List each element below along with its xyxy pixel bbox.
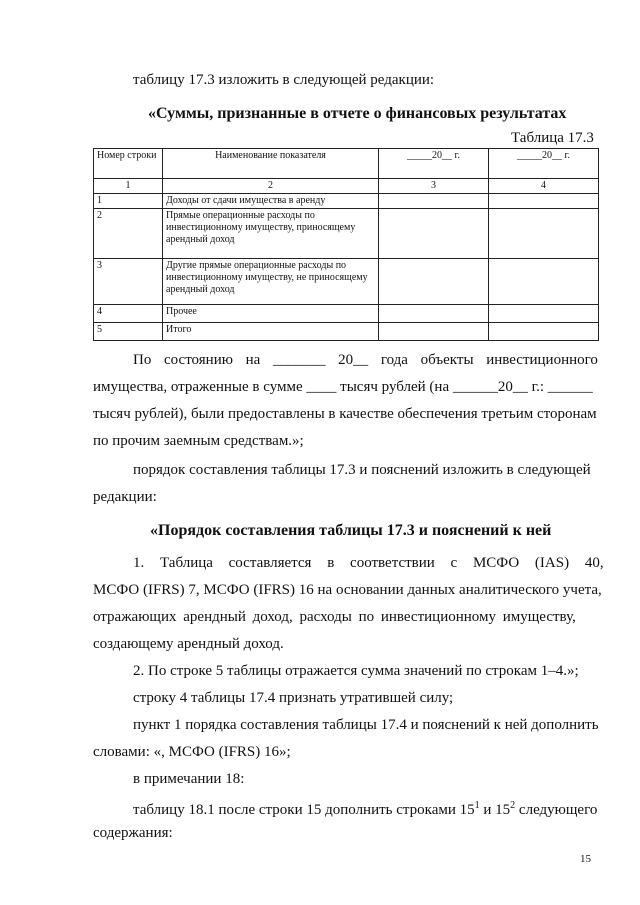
row-value-2 <box>489 209 599 259</box>
row-number: 1 <box>94 194 163 209</box>
table-row <box>94 209 599 259</box>
row-name: Доходы от сдачи имущества в аренду <box>163 194 379 209</box>
row-name: Прямые операционные расходы по инвестиционному имуществу, приносящему арендный доход <box>163 209 379 259</box>
row-value-1 <box>379 259 489 305</box>
item1-line1: 1. Таблица составляется в соответствии с МСФО (IAS) 40, <box>133 555 604 571</box>
intro-line: таблицу 17.3 изложить в следующей редакции: <box>133 72 435 88</box>
word: на <box>245 352 261 368</box>
row-number: 5 <box>94 323 163 341</box>
row-value-2 <box>489 305 599 323</box>
header-indicator-name: Наименование показателя <box>163 149 379 179</box>
word: года <box>380 352 408 368</box>
page-number: 15 <box>580 853 591 865</box>
para1-line2: имущества, отраженные в сумме ____ тысяч рублей (на ______20__ г.: ______ <box>93 379 593 395</box>
para5: в примечании 18: <box>133 771 245 787</box>
row-value-2 <box>489 323 599 341</box>
row-value-1 <box>379 194 489 209</box>
results-table <box>93 148 599 341</box>
para6-before: таблицу 18.1 после строки 15 дополнить строками 15 <box>133 802 475 818</box>
row-value-1 <box>379 209 489 259</box>
para2-line2: редакции: <box>93 489 157 505</box>
word: _______ <box>272 352 326 368</box>
para2-line1: порядок составления таблицы 17.3 и пояснений изложить в следующей <box>133 462 591 478</box>
table-row <box>94 305 599 323</box>
row-number: 3 <box>94 259 163 305</box>
superscript-2: 2 <box>510 800 516 811</box>
para6-middle: и 15 <box>479 802 511 818</box>
colnum-3: 3 <box>379 179 489 194</box>
para6-line2: содержания: <box>93 825 173 841</box>
superscript-1: 1 <box>474 800 480 811</box>
item2: 2. По строке 5 таблицы отражается сумма значений по строкам 1–4.»; <box>133 663 579 679</box>
table-row <box>94 194 599 209</box>
para6-after: следующего <box>515 802 598 818</box>
row-name: Прочее <box>163 305 379 323</box>
table-row <box>94 323 599 341</box>
item1-line3: отражающих арендный доход, расходы по инвестиционному имуществу, <box>93 609 576 625</box>
para1-line1 <box>133 350 598 370</box>
header-year-1: _____20__ г. <box>379 149 489 179</box>
header-year-2: _____20__ г. <box>489 149 599 179</box>
header-row-number: Номер строки <box>94 149 163 179</box>
word: инвестиционного <box>486 352 598 368</box>
para3: строку 4 таблицы 17.4 признать утратившей силу; <box>133 690 454 706</box>
row-value-2 <box>489 259 599 305</box>
row-name: Другие прямые операционные расходы по инвестиционному имуществу, не приносящему арендный доход <box>163 259 379 305</box>
row-name: Итого <box>163 323 379 341</box>
colnum-2: 2 <box>163 179 379 194</box>
row-value-1 <box>379 323 489 341</box>
table-label: Таблица 17.3 <box>511 130 594 146</box>
table-colnum-row <box>94 179 599 194</box>
row-number: 2 <box>94 209 163 259</box>
row-value-2 <box>489 194 599 209</box>
para1-line3: тысяч рублей), были предоставлены в качестве обеспечения третьим сторонам <box>93 406 597 422</box>
para1-line4: по прочим заемным средствам.»; <box>93 433 304 449</box>
word: объекты <box>420 352 474 368</box>
para4-line1: пункт 1 порядка составления таблицы 17.4 и пояснений к ней дополнить <box>133 717 599 733</box>
table-header-row <box>94 149 599 179</box>
colnum-1: 1 <box>94 179 163 194</box>
word: По <box>133 352 152 368</box>
word: состоянию <box>164 352 233 368</box>
word: 20__ <box>338 352 369 368</box>
row-number: 4 <box>94 305 163 323</box>
section-heading: «Порядок составления таблицы 17.3 и пояснений к ней <box>150 522 552 539</box>
para4-line2: словами: «, МСФО (IFRS) 16»; <box>93 744 291 760</box>
table-row <box>94 259 599 305</box>
row-value-1 <box>379 305 489 323</box>
table-heading: «Суммы, признанные в отчете о финансовых результатах <box>148 105 567 122</box>
para6-line1 <box>133 796 597 820</box>
item1-line4: создающему арендный доход. <box>93 636 284 652</box>
colnum-4: 4 <box>489 179 599 194</box>
item1-line2: МСФО (IFRS) 7, МСФО (IFRS) 16 на основании данных аналитического учета, <box>93 582 602 598</box>
